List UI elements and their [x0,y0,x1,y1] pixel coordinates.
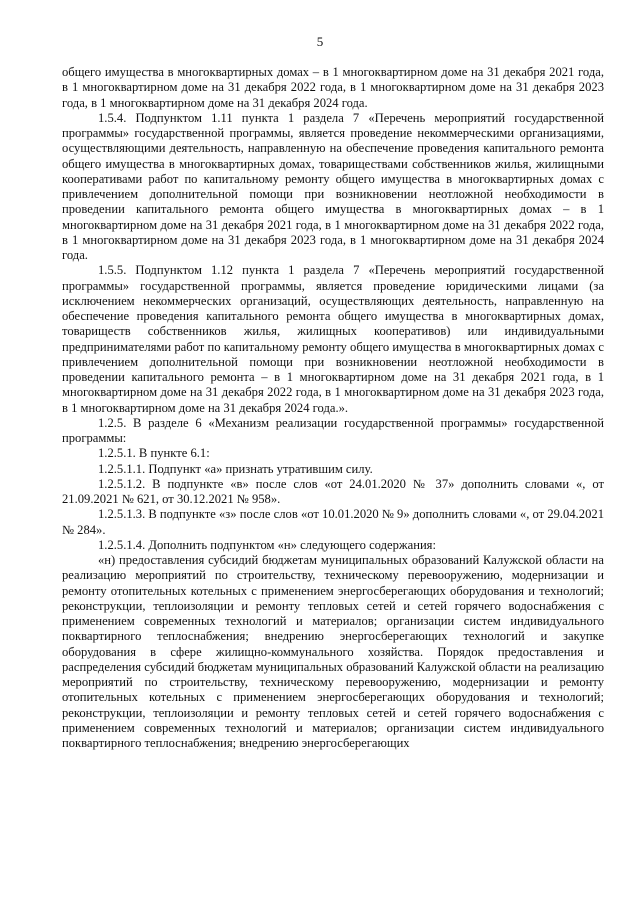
paragraph: «н) предоставления субсидий бюджетам муниципальных образований Калужской области на реализацию мероприятий по строительству, техническому перевооружению, модернизации и ремонту отопительных котельных с применением энергосберегающих оборудования и технологий; реконструкции, теплоизоляции и ремонту тепловых сетей и сетей горячего водоснабжения с применением современных технологий и материалов; организации систем индивидуального поквартирного теплоснабжения; внедрению энергосберегающих технологий и закупке оборудования в сфере жилищно-коммунального хозяйства. Порядок предоставления и распределения субсидий бюджетам муниципальных образований Калужской области на реализацию мероприятий по строительству, техническому перевооружению, модернизации и ремонту отопительных котельных с применением энергосберегающих оборудования и технологий; реконструкции, теплоизоляции и ремонту тепловых сетей и сетей горячего водоснабжения с применением современных технологий и материалов; организации систем индивидуального поквартирного теплоснабжения; внедрению энергосберегающих [62,553,604,750]
paragraph: 1.2.5.1.1. Подпункт «а» признать утратившим силу. [98,461,373,476]
paragraph: общего имущества в многоквартирных домах – в 1 многоквартирном доме на 31 декабря 2021 года, в 1 многоквартирном доме на 31 декабря 2022 года, в 1 многоквартирном доме на 31 декабря 2023 года, в 1 многоквартирном доме на 31 декабря 2024 года. [62,65,604,110]
paragraph: 1.2.5.1.2. В подпункте «в» после слов «от 24.01.2020 № 37» дополнить словами «, от 21.09.2021 № 621, от 30.12.2021 № 958». [62,476,604,506]
paragraph: 1.2.5. В разделе 6 «Механизм реализации государственной программы» государственной программы: [62,415,604,445]
paragraph: 1.5.4. Подпунктом 1.11 пункта 1 раздела 7 «Перечень мероприятий государственной программы» государственной программы, является проведение некоммерческими организациями, осуществляющими деятельность, направленную на обеспечение проведения капитального ремонта общего имущества в многоквартирных домах, товариществами собственников жилья, жилищными кооперативами работ по капитальному ремонту общего имущества в многоквартирных домах с привлечением дополнительной помощи при возникновении неотложной необходимости в проведении капитального ремонта общего имущества в многоквартирных домах – в 1 многоквартирном доме на 31 декабря 2021 года, в 1 многоквартирном доме на 31 декабря 2022 года, в 1 многоквартирном доме на 31 декабря 2023 года, в 1 многоквартирном доме на 31 декабря 2024 года. [62,110,604,262]
paragraph: 1.2.5.1. В пункте 6.1: [98,446,210,461]
paragraph: 1.5.5. Подпунктом 1.12 пункта 1 раздела 7 «Перечень мероприятий государственной программы» государственной программы, является проведение юридическими лицами (за исключением некоммерческих организаций, осуществляющих деятельность, направленную на обеспечение проведения капитального ремонта общего имущества в многоквартирных домах, товариществ собственников жилья, жилищных кооперативов) или индивидуальными предпринимателями работ по капитальному ремонту общего имущества в многоквартирных домах с привлечением дополнительной помощи при возникновении неотложной необходимости в проведении капитального ремонта – в 1 многоквартирном доме на 31 декабря 2021 года, в 1 многоквартирном доме на 31 декабря 2022 года, в 1 многоквартирном доме на 31 декабря 2023 года, в 1 многоквартирном доме на 31 декабря 2024 года.». [62,263,604,415]
document-body [62,65,604,751]
paragraph: 1.2.5.1.4. Дополнить подпунктом «н» следующего содержания: [98,537,436,552]
paragraph: 1.2.5.1.3. В подпункте «з» после слов «от 10.01.2020 № 9» дополнить словами «, от 29.04.2021 № 284». [62,507,604,537]
page-number: 5 [316,34,324,49]
